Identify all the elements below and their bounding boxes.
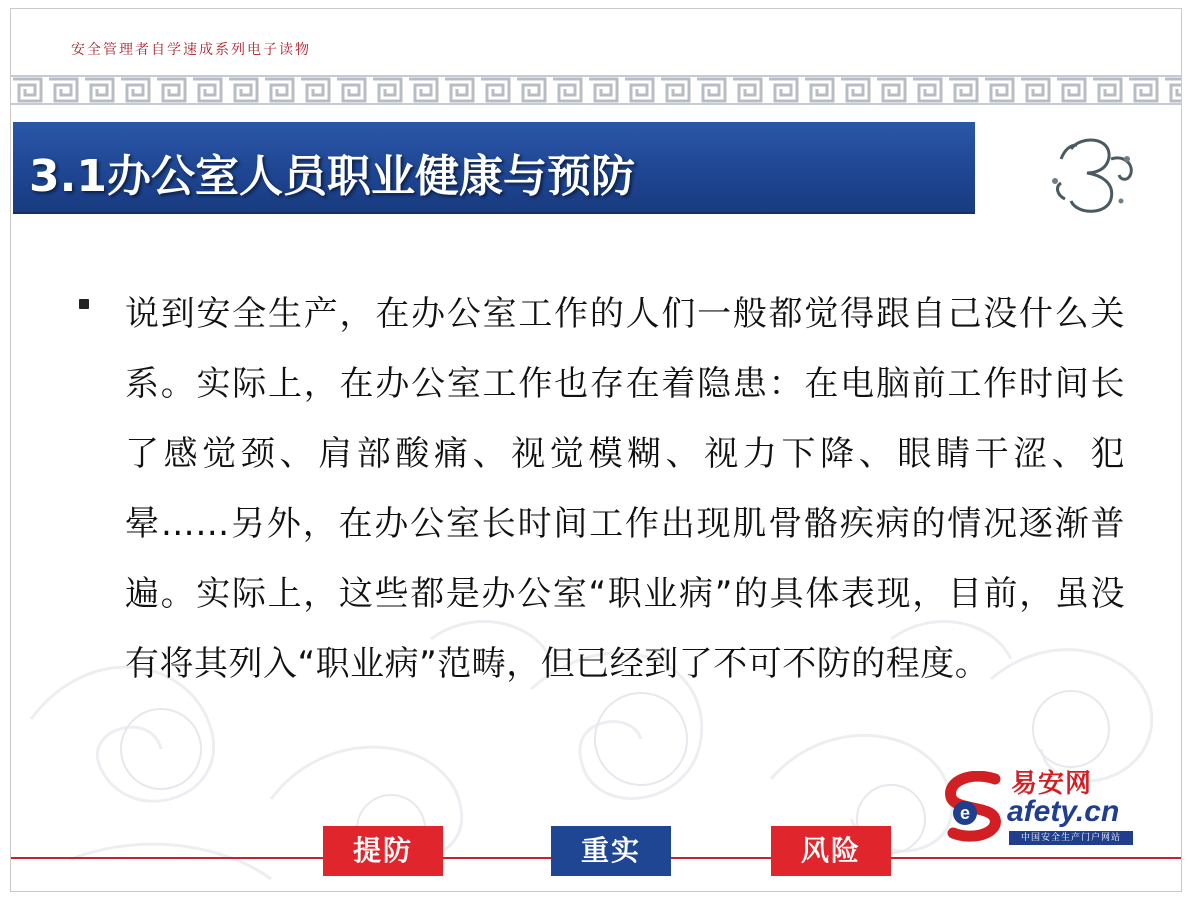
tag-fengxian: 风险	[771, 826, 891, 876]
svg-text:e: e	[959, 803, 971, 823]
logo-en-name: afety.cn	[1007, 795, 1120, 828]
safety-s-logo-icon	[941, 771, 1011, 845]
logo-cn-name: 易安网	[1011, 769, 1093, 799]
slide-title: 3.1办公室人员职业健康与预防	[29, 151, 635, 202]
title-bar	[13, 122, 975, 214]
slide	[10, 8, 1182, 892]
tag-zhongshi: 重实	[551, 826, 671, 876]
safety-cn-logo	[941, 761, 1151, 847]
tag-tifang: 提防	[323, 826, 443, 876]
body-paragraph: 说到安全生产，在办公室工作的人们一般都觉得跟自己没什么关系。实际上，在办公室工作也存在着隐患：在电脑前工作时间长了感觉颈、肩部酸痛、视觉模糊、视力下降、眼睛干涩、犯晕……另外，在办公室长时间工作出现肌骨骼疾病的情况逐渐普遍。实际上，这些都是办公室“职业病”的具体表现，目前，虽没有将其列入“职业病”范畴，但已经到了不可不防的程度。	[125, 294, 1125, 684]
square-bullet-icon	[79, 299, 89, 309]
logo-tagline: 中国安全生产门户网站	[1009, 831, 1133, 845]
series-title: 安全管理者自学速成系列电子读物	[71, 42, 311, 58]
chapter-number-ornament	[1041, 129, 1141, 219]
fret-border-decoration	[11, 75, 1181, 105]
